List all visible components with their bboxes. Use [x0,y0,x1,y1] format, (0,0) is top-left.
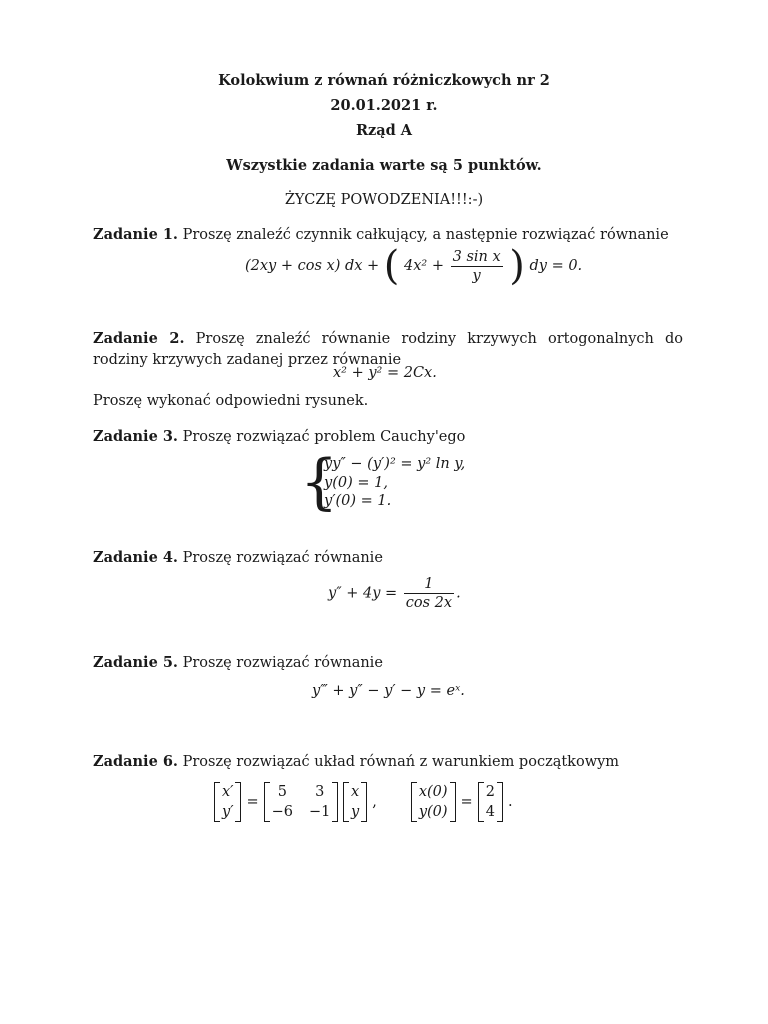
eq4-tail: . [456,585,461,602]
eq1-right: dy = 0. [529,258,583,274]
eq1-fraction [451,248,503,285]
eq1-denominator: y [472,267,481,284]
exam-title: Kolokwium z równań różniczkowych nr 2 [218,72,550,89]
task-text: Proszę rozwiązać równanie [182,655,383,671]
eq4-left: y″ + 4y = [328,585,398,602]
matrix-ic-rhs: 2 4 [478,782,503,822]
task-text: Proszę znaleźć czynnik całkujący, a następnie rozwiązać równanie [182,227,669,243]
good-luck-note: ŻYCZĘ POWODZENIA!!!:-) [284,192,484,208]
equals-sign: = [246,794,259,810]
matrix-A: 5 3 −6 −1 [264,782,339,822]
task-text: Proszę rozwiązać układ równań z warunkiem początkowym [182,754,620,770]
eq1-numerator: 3 sin x [452,248,501,265]
system-line-1: yy″ − (y′)² = y² ln y, [324,456,466,472]
task-label: Zadanie 3. [93,428,178,445]
matrix-vector: x y [343,782,367,822]
task-6 [93,751,683,773]
task-text: Proszę rozwiązać równanie [182,550,383,566]
task-label: Zadanie 2. [93,330,185,347]
paren-open: ( [383,243,400,289]
task-label: Zadanie 1. [93,226,178,243]
matrix-lhs: x′ y′ [214,782,241,822]
points-note: Wszystkie zadania warte są 5 punktów. [226,157,542,174]
task-5 [93,652,683,674]
eq1-left: (2xy + cos x) dx + [245,258,380,274]
period: . [507,794,513,810]
equation-1 [245,243,583,289]
equation-5: y‴ + y″ − y′ − y = eˣ. [312,683,465,699]
matrix-ic-lhs: x(0) y(0) [411,782,456,822]
eq4-fraction [404,575,454,612]
equation-6 [214,782,518,822]
system-line-2: y(0) = 1, [324,475,388,491]
task-label: Zadanie 5. [93,654,178,671]
exam-group: Rząd A [355,122,413,139]
equals-sign: = [460,794,473,810]
equation-4 [328,575,461,612]
comma-separator: , [372,794,377,810]
eq1-inner: 4x² + [404,258,444,274]
system-brace: { [300,447,339,517]
task-3 [93,426,683,448]
exam-date: 20.01.2021 r. [330,97,438,114]
task-label: Zadanie 4. [93,549,178,566]
task-label: Zadanie 6. [93,753,178,770]
eq4-numerator: 1 [404,575,454,594]
eq4-denominator: cos 2x [405,595,453,611]
paren-close: ) [509,243,525,289]
task-4 [93,547,683,569]
task-text: Proszę znaleźć równanie rodziny krzywych ortogonalnych do rodziny krzywych zadanej przez równanie [93,331,683,368]
task-2-extra: Proszę wykonać odpowiedni rysunek. [93,393,369,409]
system-line-3: y′(0) = 1. [324,493,392,509]
task-text: Proszę rozwiązać problem Cauchy'ego [182,429,466,445]
equation-2: x² + y² = 2Cx. [333,365,437,381]
